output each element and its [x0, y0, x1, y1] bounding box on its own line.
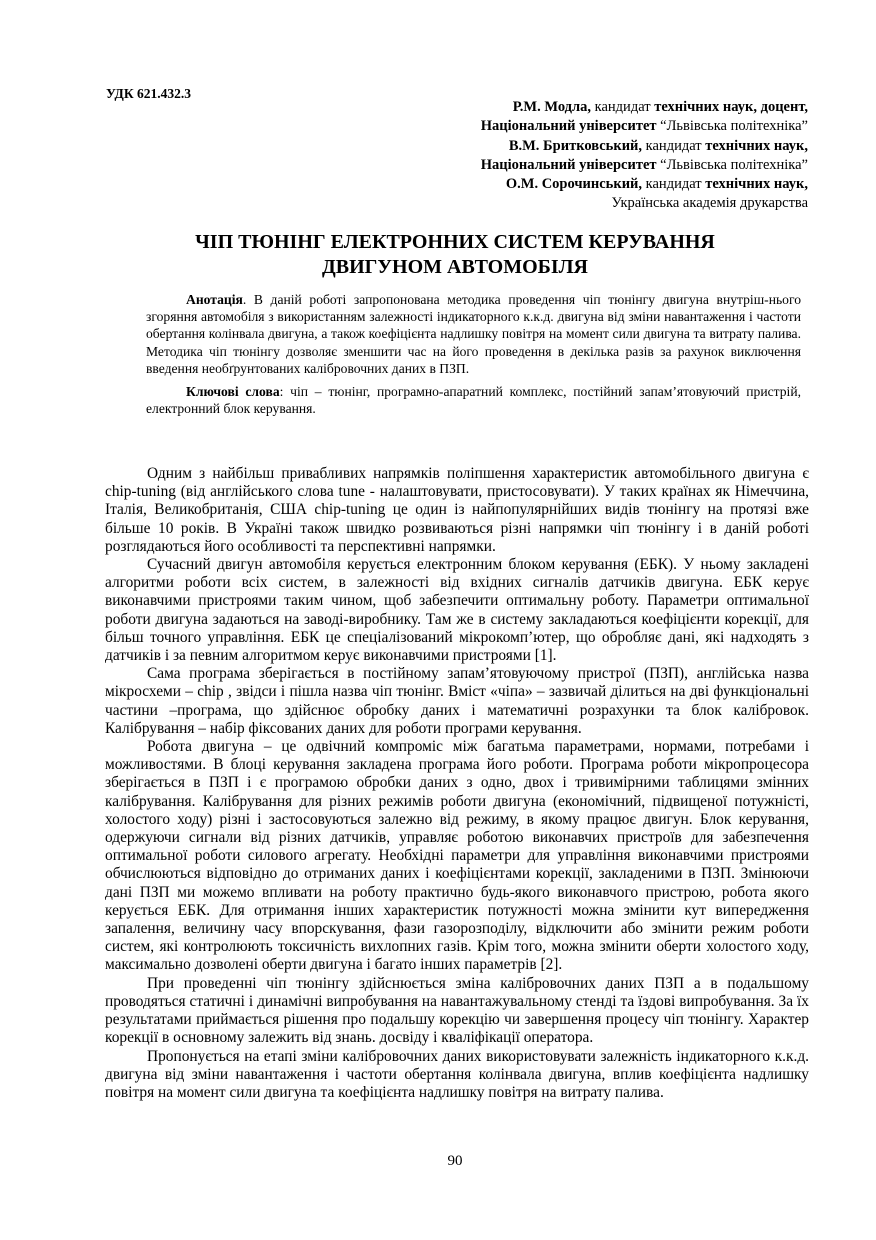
body-text — [105, 465, 809, 1102]
paragraph: Сучасний двигун автомобіля керується електронним блоком керування (ЕБК). У ньому закладені алгоритми роботи всіх систем, в залежності від вхідних сигналів датчиків двигуна. ЕБК керує виконавчими пристроями таким чином, щоб забезпечити оптимальну роботу. Параметри оптимальної роботи двигуна задаються на заводі-виробнику. Там же в систему закладаються коефіцієнти корекції, для більш точного управління. ЕБК це спеціалізований мікрокомп’ютер, що обробляє дані, які надходять з датчиків і за певним алгоритмом керує виконавчими пристроями [1]. — [105, 556, 809, 665]
paragraph: При проведенні чіп тюнінгу здійснюється зміна калібровочних даних ПЗП а в подальшому проводяться статичні і динамічні випробування на навантажувальному стенді та їздові випробування. За їх результатами приймається рішення про подальшу корекцію чи завершення процесу чіп тюнінгу. Характер корекції в основному залежить від знань. досвіду і кваліфікації оператора. — [105, 974, 809, 1047]
page-number: 90 — [447, 1153, 463, 1169]
abstract-paragraph: Анотація. В даній роботі запропонована методика проведення чіп тюнінгу двигуна внутріш-нього згоряння автомобіля з використанням залежності індикаторного к.к.д. двигуна від зміни навантаження і частоти обертання колінвала двигуна, а також коефіцієнта надлишку повітря на момент сили двигуна та витрату палива. Методика чіп тюнінгу дозволяє зменшити час на його проведення в декілька разів за рахунок виключення введення необґрунтованих калібровочних даних в ПЗП. — [146, 292, 801, 376]
paragraph: Одним з найбільш привабливих напрямків поліпшення характеристик автомобільного двигуна є chip-tuning (від англійського слова tune - налаштовувати, пристосовувати). У таких країнах як Німеччина, Італія, Великобританія, США chip-tuning це один із найпопулярнійших видів тюнінгу на протязі вже більше 10 років. В Україні також швидко розвиваються різні напрямки чіп тюнінгу і в даній роботі розглядаються його особливості та перспективні напрямки. — [105, 465, 809, 555]
authors-block — [481, 98, 808, 214]
udc-code: УДК 621.432.3 — [106, 86, 191, 101]
paragraph: Пропонується на етапі зміни калібровочних даних використовувати залежність індикаторного к.к.д. двигуна від зміни навантаження і частоти обертання колінвала двигуна, вплив коефіцієнта надлишку повітря на момент сили двигуна та коефіцієнта надлишку повітря на витрату палива. — [105, 1047, 809, 1101]
author-line: Р.М. Модла, кандидат технічних наук, доцент, — [512, 99, 808, 115]
abstract — [146, 291, 801, 417]
affiliation-line: Національний університет “Львівська політехніка” — [480, 118, 808, 135]
paragraph: Сама програма зберігається в постійному запам’ятовуючому пристрої (ПЗП), англійська назва мікросхеми – chip , звідси і пішла назва чіп тюнінг. Вміст «чіпа» – зазвичай ділиться на дві функціональні частини –програма, що здійснює обробку даних і математичні розрахунки та блок калібровок. Калібрування – набір фіксованих даних для роботи програми керування. — [105, 665, 809, 737]
paragraph: Робота двигуна – це одвічний компроміс між багатьма параметрами, нормами, потребами і можливостями. В блоці керування закладена програма його роботи. Програма роботи мікропроцесора зберігається в ПЗП і є програмою обробки даних з одно, двох і тривимірними таблицями змінних калібрування. Калібрування для різних режимів роботи двигуна (економічний, підвищеної потужністі, холостого ходу) різні і застосовуються залежно від режиму, в якому працює двигун. Блок керування, одержуючи сигнали від різних датчиків, управляє роботою виконавчих пристроїв для забезпечення оптимальної роботи силового агрегату. Необхідні параметри для управління виконавчими пристроями обчислюються відповідно до отриманих даних і коефіцієнтами корекції, закладеними в ПЗП. Змінюючи дані ПЗП ми можемо впливати на роботу практично будь-якого виконавчого пристрою, робота якого керується ЕБК. Для отримання інших характеристик потужності можна змінити кут випередження запалення, величину часу впорскування, фази газорозподілу, відключити або змінити режим роботи систем, які контролюють токсичність вихлопних газів. Крім того, можна змінити оберти холостого ходу, максимально дозволені оберти двигуна і багато інших параметрів [2]. — [105, 738, 809, 974]
keywords-paragraph: Ключові слова: чіп – тюнінг, програмно-апаратний комплекс, постійний запам’ятовуючий пристрій, електронний блок керування. — [146, 384, 801, 417]
author-line: В.М. Бритковський, кандидат технічних наук, — [508, 137, 808, 154]
affiliation-line: Українська академія друкарства — [611, 195, 808, 212]
author-line: О.М. Сорочинський, кандидат технічних наук, — [505, 176, 808, 193]
paper-title: ЧІП ТЮНІНГ ЕЛЕКТРОННИХ СИСТЕМ КЕРУВАННЯ ДВИГУНОМ АВТОМОБІЛЯ — [195, 231, 715, 278]
affiliation-line: Національний університет “Львівська політехніка” — [480, 156, 808, 173]
